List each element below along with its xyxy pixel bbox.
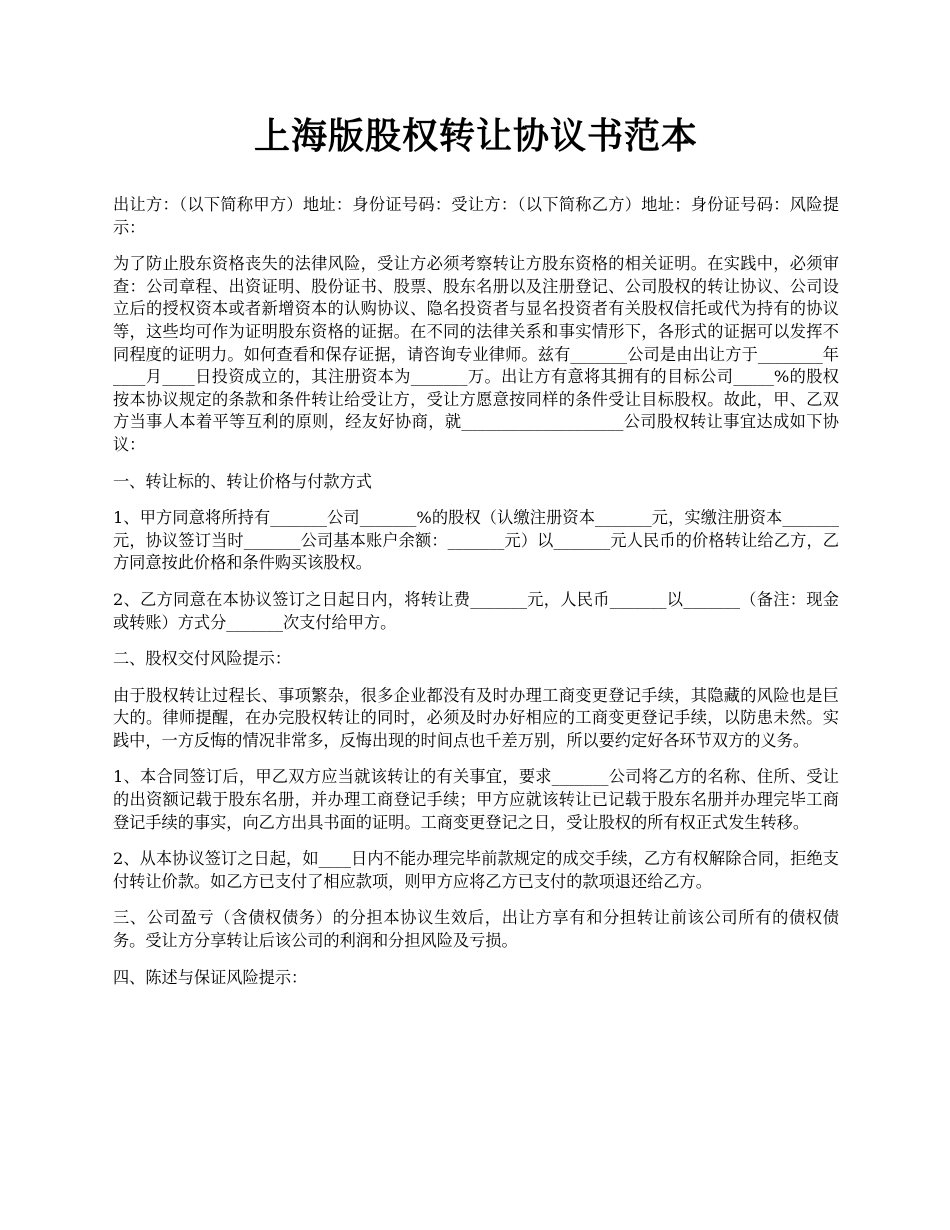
section-heading-1: 一、转让标的、转让价格与付款方式: [113, 471, 372, 491]
section-3-paragraph: 三、公司盈亏（含债权债务）的分担本协议生效后，出让方享有和分担转让前该公司所有的债权债务。受让方分享转让后该公司的利润和分担风险及亏损。: [113, 908, 839, 951]
clause-1-1: 1、甲方同意将所持有_______公司_______%的股权（认缴注册资本_______元，实缴注册资本_______元，协议签订当时_______公司基本账户余额：_______元）以_______元人民币的价格转让给乙方，乙方同意按此价格和条件购买该股权。: [113, 508, 839, 573]
clause-2-1: 1、本合同签订后，甲乙双方应当就该转让的有关事宜，要求_______公司将乙方的名称、住所、受让的出资额记载于股东名册，并办理工商登记手续；甲方应就该转让已记载于股东名册并办理完毕工商登记手续的事实，向乙方出具书面的证明。工商变更登记之日，受让股权的所有权正式发生转移。: [113, 767, 839, 832]
delivery-risk-paragraph: 由于股权转让过程长、事项繁杂，很多企业都没有及时办理工商变更登记手续，其隐藏的风险也是巨大的。律师提醒，在办完股权转让的同时，必须及时办好相应的工商变更登记手续，以防患未然。实践中，一方反悔的情况非常多，反悔出现的时间点也千差万别，所以要约定好各环节双方的义务。: [113, 685, 839, 750]
document-title: 上海版股权转让协议书范本: [253, 115, 698, 157]
section-heading-2: 二、股权交付风险提示：: [113, 649, 292, 669]
risk-notice-paragraph: 为了防止股东资格丧失的法律风险，受让方必须考察转让方股东资格的相关证明。在实践中，必须审查：公司章程、出资证明、股份证书、股票、股东名册以及注册登记、公司股权的转让协议、公司设立后的授权资本或者新增资本的认购协议、隐名投资者与显名投资者有关股权信托或代为持有的协议等，这些均可作为证明股东资格的证据。在不同的法律关系和事实情形下，各形式的证据可以发挥不同程度的证明力。如何查看和保存证据，请咨询专业律师。兹有_______公司是由出让方于________年____月____日投资成立的，其注册资本为_______万。出让方有意将其拥有的目标公司_____%的股权按本协议规定的条款和条件转让给受让方，受让方愿意按同样的条件受让目标股权。故此，甲、乙双方当事人本着平等互利的原则，经友好协商，就____________________公司股权转让事宜达成如下协议：: [113, 254, 839, 454]
clause-2-2: 2、从本协议签订之日起，如____日内不能办理完毕前款规定的成交手续，乙方有权解除合同，拒绝支付转让价款。如乙方已支付了相应款项，则甲方应将乙方已支付的款项退还给乙方。: [113, 849, 839, 891]
clause-1-2: 2、乙方同意在本协议签订之日起日内，将转让费_______元，人民币_______以_______（备注：现金或转账）方式分_______次支付给甲方。: [113, 589, 839, 632]
section-heading-4: 四、陈述与保证风险提示：: [113, 967, 308, 987]
parties-paragraph: 出让方：（以下简称甲方）地址：身份证号码：受让方：（以下简称乙方）地址：身份证号码：风险提示：: [113, 195, 839, 237]
document-page: [113, 112, 839, 1003]
